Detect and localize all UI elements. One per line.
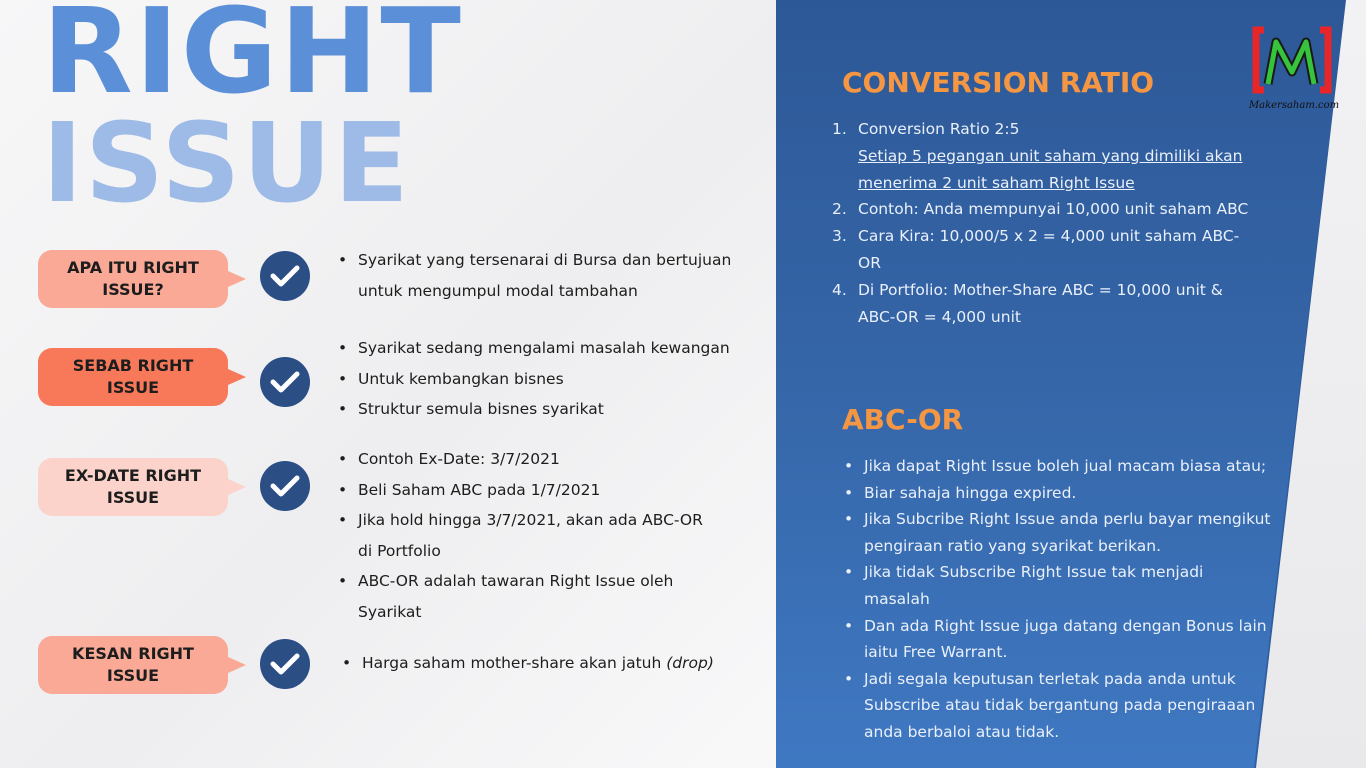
bullets-sebab xyxy=(336,333,756,425)
list-item: • Struktur semula bisnes syarikat xyxy=(336,394,756,425)
list-item xyxy=(832,116,1252,196)
list-item: • Jika dapat Right Issue boleh jual macam biasa atau; xyxy=(844,453,1274,480)
list-item: • Jadi segala keputusan terletak pada anda untuk Subscribe atau tidak bergantung pada pengiraaan anda berbaloi atau tidak. xyxy=(844,666,1274,746)
bullet-italic: (drop) xyxy=(666,654,714,672)
tag-label: KESAN RIGHT ISSUE xyxy=(72,644,194,685)
list-item: • Syarikat yang tersenarai di Bursa dan bertujuan untuk mengumpul modal tambahan xyxy=(336,245,736,306)
bullets-kesan xyxy=(340,648,760,679)
tag-label: APA ITU RIGHT ISSUE? xyxy=(67,258,199,299)
tag-kesan xyxy=(38,636,228,694)
list-item: • Beli Saham ABC pada 1/7/2021 xyxy=(336,475,716,506)
list-text: Contoh: Anda mempunyai 10,000 unit saham ABC xyxy=(858,200,1249,219)
conversion-title: CONVERSION RATIO xyxy=(842,66,1155,99)
list-text: Di Portfolio: Mother-Share ABC = 10,000 unit & ABC-OR = 4,000 unit xyxy=(858,280,1223,326)
list-text: Cara Kira: 10,000/5 x 2 = 4,000 unit saham ABC-OR xyxy=(858,227,1240,272)
tag-label: SEBAB RIGHT ISSUE xyxy=(72,356,194,397)
list-item: • Jika hold hingga 3/7/2021, akan ada ABC-OR di Portfolio xyxy=(336,505,716,566)
title-issue: ISSUE xyxy=(42,99,411,227)
tag-sebab xyxy=(38,348,228,406)
list-number: 3. xyxy=(832,227,847,246)
list-number: 4. xyxy=(832,280,847,299)
list-item: • Biar sahaja hingga expired. xyxy=(844,480,1274,507)
bullets-apa-itu xyxy=(336,245,736,306)
list-number: 1. xyxy=(832,120,847,138)
bullet-text: Harga saham mother-share akan jatuh xyxy=(362,654,662,672)
tag-label: EX-DATE RIGHT ISSUE xyxy=(64,466,202,507)
list-item xyxy=(340,648,760,679)
abcor-list xyxy=(844,453,1274,746)
list-item: • Contoh Ex-Date: 3/7/2021 xyxy=(336,444,716,475)
abcor-title: ABC-OR xyxy=(842,403,964,436)
list-item: • Jika Subcribe Right Issue anda perlu bayar mengikut pengiraan ratio yang syarikat berikan. xyxy=(844,506,1274,559)
list-item: • Untuk kembangkan bisnes xyxy=(336,364,756,395)
check-circle-icon xyxy=(260,357,310,407)
check-circle-icon xyxy=(260,251,310,301)
list-item xyxy=(832,196,1252,223)
check-circle-icon xyxy=(260,461,310,511)
logo-letter: M xyxy=(1288,71,1296,78)
list-item: • Syarikat sedang mengalami masalah kewangan xyxy=(336,333,756,364)
list-number: 2. xyxy=(832,200,847,219)
tag-apa-itu xyxy=(38,250,228,308)
list-item xyxy=(832,223,1252,277)
conversion-list xyxy=(832,116,1252,330)
logo-site-text: Makersaham.com xyxy=(1248,100,1340,111)
list-subtext: Setiap 5 pegangan unit saham yang dimiliki akan menerima 2 unit saham Right Issue xyxy=(858,146,1243,192)
tag-ex-date xyxy=(38,458,228,516)
check-circle-icon xyxy=(260,639,310,689)
list-text: Conversion Ratio 2:5 xyxy=(858,120,1020,138)
list-item: • Jika tidak Subscribe Right Issue tak menjadi masalah xyxy=(844,559,1274,612)
list-item: • ABC-OR adalah tawaran Right Issue oleh Syarikat xyxy=(336,566,716,627)
list-item: • Dan ada Right Issue juga datang dengan Bonus lain iaitu Free Warrant. xyxy=(844,613,1274,666)
list-item xyxy=(832,277,1252,331)
title-right: RIGHT xyxy=(42,0,463,120)
bullets-ex-date xyxy=(336,444,716,627)
